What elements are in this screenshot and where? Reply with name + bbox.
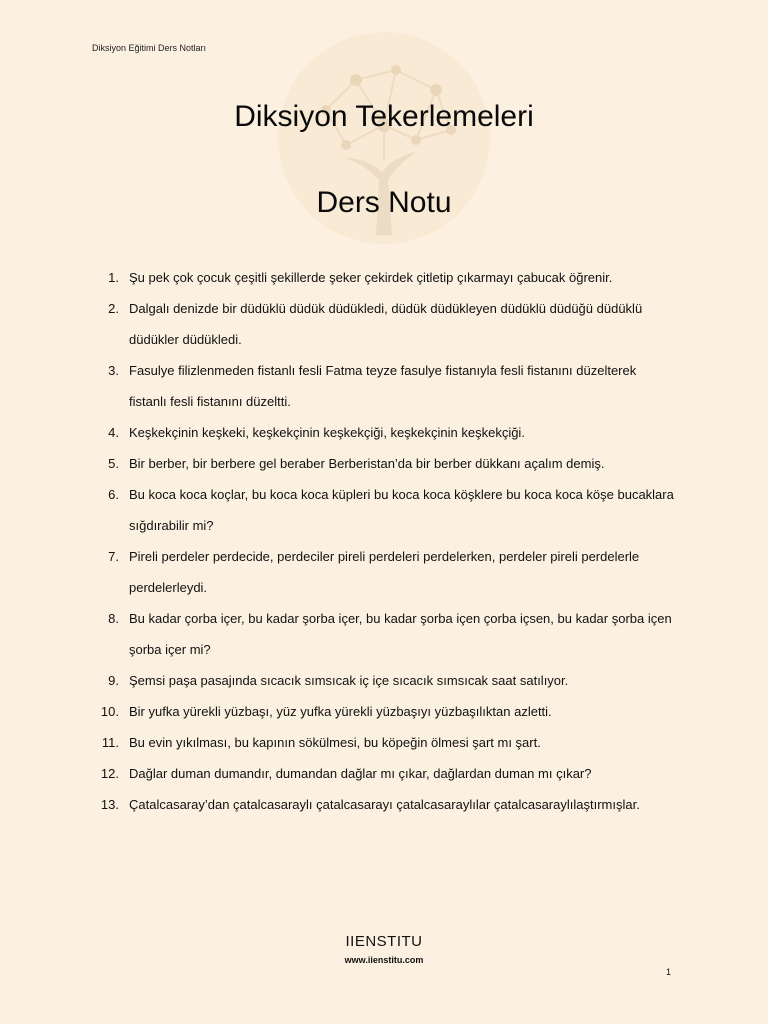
list-item-text: Keşkekçinin keşkeki, keşkekçinin keşkekçiği, keşkekçinin keşkekçiği. (129, 425, 525, 440)
list-item-text: Şemsi paşa pasajında sıcacık sımsıcak iç içe sıcacık sımsıcak saat satılıyor. (129, 673, 569, 688)
list-item (0, 541, 674, 603)
list-item (0, 727, 674, 758)
list-item-text: Pireli perdeler perdecide, perdeciler pireli perdeleri perdelerken, perdeler pireli perdelerle perdelerleydi. (129, 549, 640, 595)
footer-url: www.iienstitu.com (344, 955, 424, 965)
list-item (0, 603, 674, 665)
list-item-number: 2. (108, 301, 119, 316)
list-item-number: 12. (100, 766, 119, 781)
list-item (0, 448, 674, 479)
page-number: 1 (666, 967, 672, 977)
page-title: Diksiyon Tekerlemeleri (234, 100, 534, 133)
list-item (0, 262, 674, 293)
list-item-text: Çatalcasaray’dan çatalcasaraylı çatalcasarayı çatalcasaraylılar çatalcasaraylılaştırmışlar. (129, 797, 640, 812)
list-item-number: 4. (108, 425, 119, 440)
header-note: Diksiyon Eğitimi Ders Notları (92, 43, 207, 53)
list-item-text: Dalgalı denizde bir düdüklü düdük düdükledi, düdük düdükleyen düdüklü düdüğü düdüklü düdükler düdükledi. (129, 301, 643, 347)
list-item-number: 11. (101, 735, 119, 750)
list-item-text: Bir berber, bir berbere gel beraber Berberistan’da bir berber dükkanı açalım demiş. (129, 456, 605, 471)
list-item-number: 10. (100, 704, 119, 719)
list-item-text: Şu pek çok çocuk çeşitli şekillerde şeker çekirdek çitletip çıkarmayı çabucak öğrenir. (129, 270, 613, 285)
list-item (0, 355, 674, 417)
list-item (0, 479, 674, 541)
list-item-text: Dağlar duman dumandır, dumandan dağlar mı çıkar, dağlardan duman mı çıkar? (129, 766, 592, 781)
list-item (0, 417, 674, 448)
list-item-number: 8. (108, 611, 119, 626)
tongue-twister-list (0, 262, 674, 820)
list-item-number: 5. (108, 456, 119, 471)
list-item (0, 789, 674, 820)
list-item (0, 665, 674, 696)
list-item-number: 7. (108, 549, 119, 564)
list-item-number: 6. (108, 487, 119, 502)
list-item-text: Bu evin yıkılması, bu kapının sökülmesi, bu köpeğin ölmesi şart mı şart. (129, 735, 541, 750)
list-item-number: 3. (108, 363, 119, 378)
list-item-text: Bir yufka yürekli yüzbaşı, yüz yufka yürekli yüzbaşıyı yüzbaşılıktan azletti. (129, 704, 552, 719)
list-item-text: Fasulye filizlenmeden fistanlı fesli Fatma teyze fasulye fistanıyla fesli fistanını düzelterek fistanlı fesli fistanını düzeltti. (129, 363, 637, 409)
list-item-text: Bu kadar çorba içer, bu kadar şorba içer, bu kadar şorba içen çorba içsen, bu kadar şorba içen şorba içer mi? (129, 611, 672, 657)
footer-brand: IIENSTITU (345, 933, 423, 950)
list-item (0, 696, 674, 727)
list-item-number: 13. (100, 797, 119, 812)
list-item-number: 9. (108, 673, 119, 688)
list-item (0, 758, 674, 789)
list-item-number: 1. (108, 270, 119, 285)
list-item-text: Bu koca koca koçlar, bu koca koca küpleri bu koca koca köşklere bu koca koca köşe bucaklara sığdırabilir mi? (129, 487, 674, 533)
page-subtitle: Ders Notu (316, 186, 452, 219)
list-item (0, 293, 674, 355)
